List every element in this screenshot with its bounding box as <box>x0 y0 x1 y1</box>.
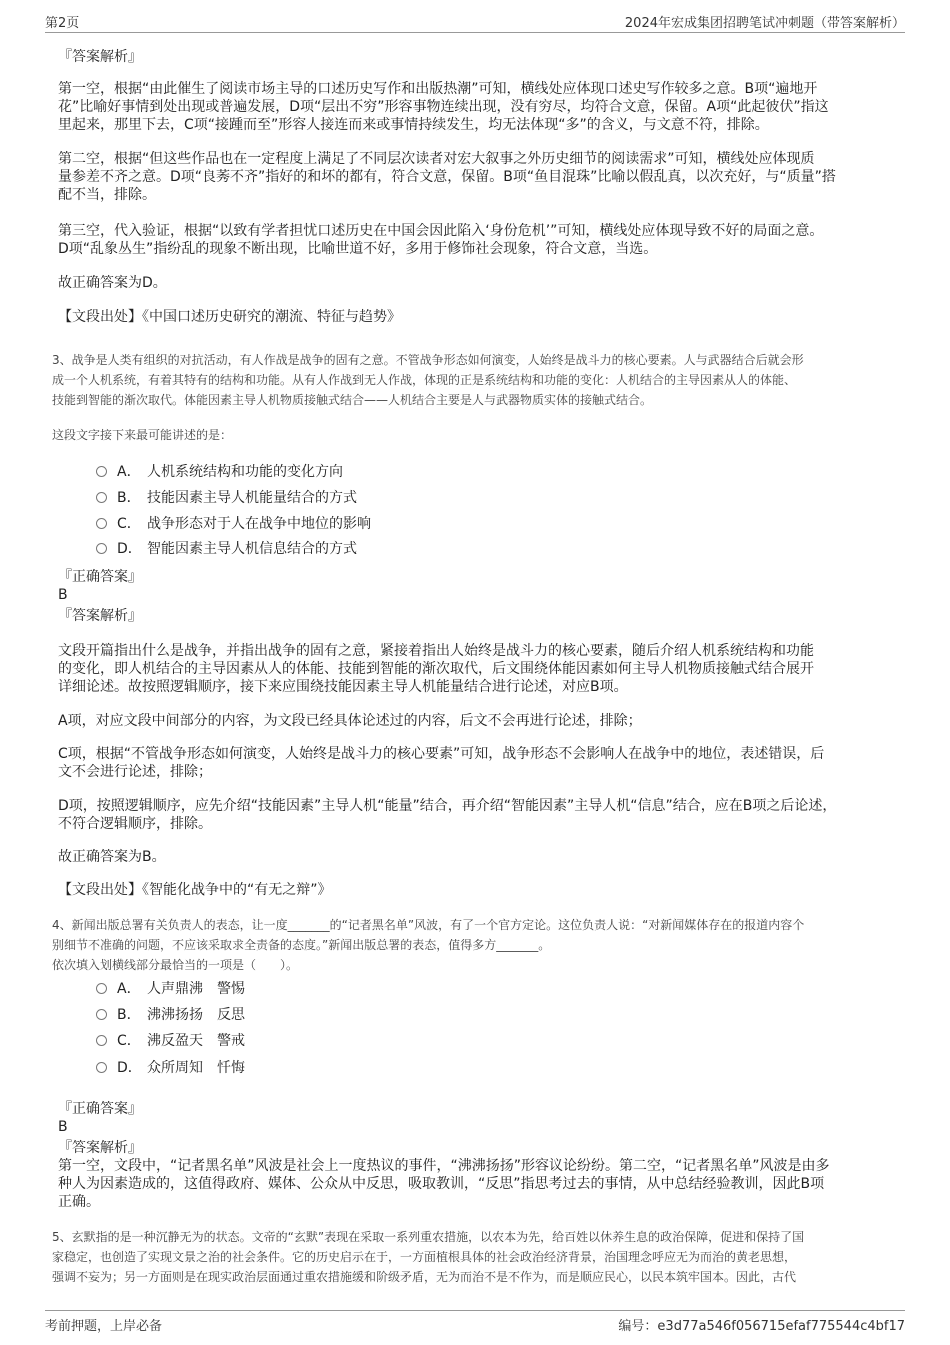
document-title: 2024年宏成集团招聘笔试冲刺题（带答案解析） <box>624 16 905 31</box>
q3-analysis-label: 『答案解析』 <box>58 608 142 624</box>
q3-analysis-para-d <box>58 797 836 833</box>
radio-icon[interactable] <box>96 983 107 994</box>
footer-serial: 编号：e3d77a546f056715efaf775544c4bf17 <box>618 1319 905 1334</box>
text-line: D项，按照逻辑顺序，应先介绍“技能因素”主导人机“能量”结合，再介绍“智能因素”主导人机“信息”结合，应在B项之后论述， <box>58 798 837 814</box>
text-line: 种人为因素造成的，这值得政府、媒体、公众从中反思，吸取教训，“反思”指思考过去的事情，从中总结经验教训，因此B项 <box>58 1176 825 1192</box>
text-line: 成一个人机系统，有着其特有的结构和功能。从有人作战到无人作战，体现的正是系统结构和功能的变化：人机结合的主导因素从人的体能、 <box>52 373 797 387</box>
text-line: 4、新闻出版总署有关负责人的表态，让一度_______的“记者黑名单”风波，有了一个官方定论。这位负责人说：“对新闻媒体存在的报道内容个 <box>52 918 805 932</box>
option-text: 人机系统结构和功能的变化方向 <box>147 464 343 480</box>
text-line: 别细节不准确的问题，不应该采取求全责备的态度。”新闻出版总署的表态，值得多方_______。 <box>52 938 551 952</box>
q3-option-b[interactable] <box>96 489 357 507</box>
option-key: C． <box>117 516 141 532</box>
text-line: 量参差不齐之意。D项“良莠不齐”指好的和坏的都有，符合文意，保留。B项“鱼目混珠”比喻以假乱真，以次充好，与“质量”搭 <box>58 169 836 185</box>
text-line: D项“乱象丛生”指纷乱的现象不断出现，比喻世道不好，多用于修饰社会现象，符合文意，当选。 <box>58 241 658 257</box>
q4-option-d[interactable] <box>96 1059 245 1077</box>
footer-slogan: 考前押题，上岸必备 <box>45 1319 163 1334</box>
text-line: 详细论述。故按照逻辑顺序，接下来应围绕技能因素主导人机能量结合进行论述，对应B项。 <box>58 679 628 695</box>
q2-analysis-para2 <box>58 150 836 204</box>
q4-analysis-label: 『答案解析』 <box>58 1140 142 1156</box>
q3-option-d[interactable] <box>96 540 357 558</box>
radio-icon[interactable] <box>96 543 107 554</box>
text-line: 5、玄默指的是一种沉静无为的状态。文帝的“玄默”表现在采取一系列重农措施，以农本为先，给百姓以休养生息的政治保障，促进和保持了国 <box>52 1230 805 1244</box>
option-text: 沸反盈天 警戒 <box>147 1033 245 1049</box>
radio-icon[interactable] <box>96 518 107 529</box>
option-text: 技能因素主导人机能量结合的方式 <box>147 490 357 506</box>
q3-conclusion: 故正确答案为B。 <box>58 849 166 865</box>
page-number: 第2页 <box>45 16 80 31</box>
option-text: 人声鼎沸 警惕 <box>147 981 245 997</box>
q3-source: 【文段出处】《智能化战争中的“有无之辩”》 <box>58 882 332 898</box>
option-key: A． <box>117 464 141 480</box>
q4-analysis-para1 <box>58 1157 830 1211</box>
option-key: A． <box>117 981 141 997</box>
q3-answer-label: 『正确答案』 <box>58 569 142 585</box>
text-line: 文段开篇指出什么是战争，并指出战争的固有之意，紧接着指出人始终是战斗力的核心要素，随后介绍人机系统结构和功能 <box>58 643 814 659</box>
q2-source: 【文段出处】《中国口述历史研究的潮流、特征与趋势》 <box>58 309 401 325</box>
option-key: D． <box>117 1060 142 1076</box>
q3-option-a[interactable] <box>96 463 343 481</box>
q3-answer: B <box>58 587 68 603</box>
page-footer <box>45 1310 905 1333</box>
option-text: 战争形态对于人在战争中地位的影响 <box>147 516 371 532</box>
radio-icon[interactable] <box>96 1009 107 1020</box>
q2-conclusion: 故正确答案为D。 <box>58 275 167 291</box>
text-line: 正确。 <box>58 1194 100 1210</box>
text-line: 第三空，代入验证，根据“以致有学者担忧口述历史在中国会因此陷入‘身份危机’”可知，横线处应体现导致不好的局面之意。 <box>58 223 824 239</box>
option-key: B． <box>117 1007 141 1023</box>
q3-option-c[interactable] <box>96 515 371 533</box>
text-line: 家稳定，也创造了实现文景之治的社会条件。它的历史启示在于，一方面植根具体的社会政治经济背景，治国理念呼应无为而治的黄老思想， <box>52 1250 797 1264</box>
text-line: 文不会进行论述，排除； <box>58 764 212 780</box>
text-line: 依次填入划横线部分最恰当的一项是（ ）。 <box>52 958 299 972</box>
text-line: 配不当，排除。 <box>58 187 156 203</box>
page-header <box>45 10 905 33</box>
q5-stem <box>52 1227 804 1287</box>
text-line: 第一空，根据“由此催生了阅读市场主导的口述历史写作和出版热潮”可知，横线处应体现口述史写作较多之意。B项“遍地开 <box>58 81 818 97</box>
q4-answer-label: 『正确答案』 <box>58 1101 142 1117</box>
option-key: D． <box>117 541 142 557</box>
q2-analysis-para3 <box>58 222 823 258</box>
radio-icon[interactable] <box>96 466 107 477</box>
q4-option-b[interactable] <box>96 1006 245 1024</box>
option-key: C． <box>117 1033 141 1049</box>
radio-icon[interactable] <box>96 492 107 503</box>
q3-analysis-para-c <box>58 745 824 781</box>
text-line: 技能到智能的渐次取代。体能因素主导人机物质接触式结合——人机结合主要是人与武器物质实体的接触式结合。 <box>52 393 653 407</box>
text-line: 花”比喻好事情到处出现或普遍发展，D项“层出不穷”形容事物连续出现，没有穷尽，均符合文意，保留。A项“此起彼伏”指这 <box>58 99 829 115</box>
q4-option-c[interactable] <box>96 1032 245 1050</box>
radio-icon[interactable] <box>96 1062 107 1073</box>
text-line: 强调不妄为；另一方面则是在现实政治层面通过重农措施缓和阶级矛盾，无为而治不是不作为，而是顺应民心，以民本筑牢国本。因此，古代 <box>52 1270 797 1284</box>
text-line: 第二空，根据“但这些作品也在一定程度上满足了不同层次读者对宏大叙事之外历史细节的阅读需求”可知，横线处应体现质 <box>58 151 815 167</box>
option-text: 众所周知 忏悔 <box>147 1060 245 1076</box>
text-line: 的变化，即人机结合的主导因素从人的体能、技能到智能的渐次取代，后文围绕体能因素如何主导人机物质接触式结合展开 <box>58 661 814 677</box>
q3-stem <box>52 350 804 410</box>
q3-analysis-para-a: A项，对应文段中间部分的内容，为文段已经具体论述过的内容，后文不会再进行论述，排除； <box>58 713 642 729</box>
option-key: B． <box>117 490 141 506</box>
text-line: 不符合逻辑顺序，排除。 <box>58 816 212 832</box>
q2-analysis-label: 『答案解析』 <box>58 49 142 65</box>
q3-prompt: 这段文字接下来最可能讲述的是： <box>52 428 233 442</box>
text-line: C项，根据“不管战争形态如何演变，人始终是战斗力的核心要素”可知，战争形态不会影响人在战争中的地位，表述错误，后 <box>58 746 825 762</box>
text-line: 3、战争是人类有组织的对抗活动，有人作战是战争的固有之意。不管战争形态如何演变，人始终是战斗力的核心要素。人与武器结合后就会形 <box>52 353 804 367</box>
option-text: 沸沸扬扬 反思 <box>147 1007 245 1023</box>
text-line: 第一空，文段中，“记者黑名单”风波是社会上一度热议的事件，“沸沸扬扬”形容议论纷纷。第二空，“记者黑名单”风波是由多 <box>58 1158 830 1174</box>
text-line: 里起来，那里下去，C项“接踵而至”形容人接连而来或事情持续发生，均无法体现“多”的含义，与文意不符，排除。 <box>58 117 769 133</box>
q3-analysis-para1 <box>58 642 814 696</box>
option-text: 智能因素主导人机信息结合的方式 <box>147 541 357 557</box>
q4-stem <box>52 915 804 975</box>
q4-option-a[interactable] <box>96 980 245 998</box>
q4-answer: B <box>58 1119 68 1135</box>
q2-analysis-para1 <box>58 80 829 134</box>
radio-icon[interactable] <box>96 1035 107 1046</box>
